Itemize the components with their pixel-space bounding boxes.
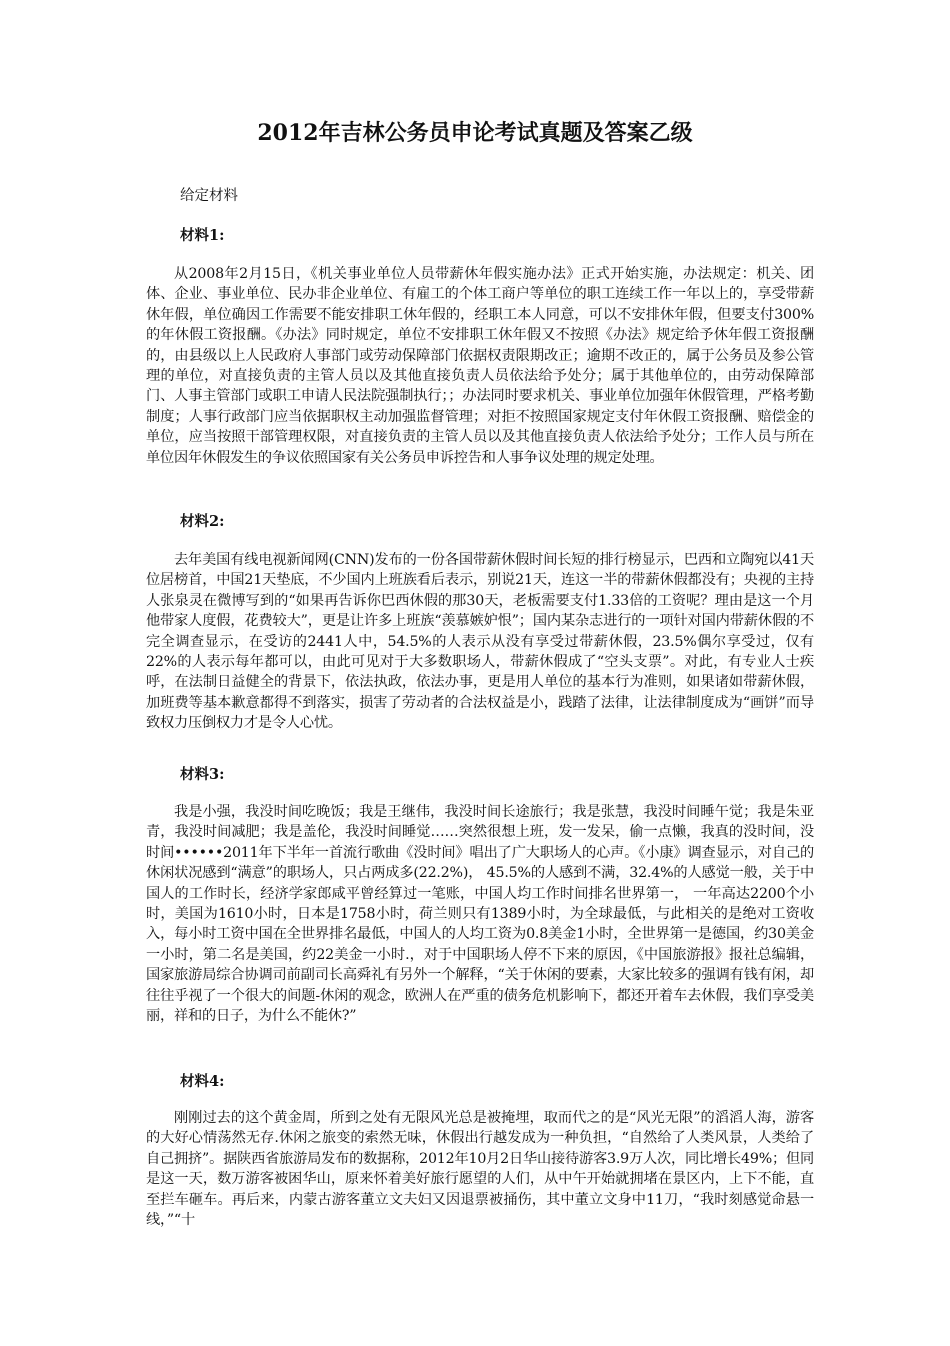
material-4-heading: 材料4:: [180, 1073, 225, 1090]
material-2-text: 去年美国有线电视新闻网(CNN)发布的一份各国带薪休假时间长短的排行榜显示，巴西和立陶宛以41天位居榜首，中国21天垫底，不少国内上班族看后表示，别说21天，连这一半的带薪休假都没有；央视的主持人张泉灵在微博写到的“如果再告诉你巴西休假的那30天，老板需要支付1.33倍的工资呢？理由是这一个月他带家人度假，花费较大”，更是让许多上班族“羡慕嫉妒恨”；国内某杂志进行的一项针对国内带薪休假的不完全调查显示，在受访的2441人中，54.5%的人表示从没有享受过带薪休假，23.5%偶尔享受过，仅有22%的人表示每年都可以，由此可见对于大多数职场人，带薪休假成了“空头支票”。对此，有专业人士疾呼，在法制日益健全的背景下，依法执政，依法办事，更是用人单位的基本行为准则，如果诸如带薪休假，加班费等基本歉意都得不到落实，损害了劳动者的合法权益是小，践踏了法律，让法律制度成为“画饼”而导致权力压倒权力才是令人心忧。: [146, 552, 814, 732]
material-2-heading: 材料2:: [180, 513, 225, 530]
material-1-text: 从2008年2月15日，《机关事业单位人员带薪休年假实施办法》正式开始实施，办法规定：机关、团体、企业、事业单位、民办非企业单位、有雇工的个体工商户等单位的职工连续工作一年以上的，享受带薪休年假，单位确因工作需要不能安排职工休年假的，经职工本人同意，可以不安排休年假，但要支付300%的年休假工资报酬。《办法》同时规定，单位不安排职工休年假又不按照《办法》规定给予休年假工资报酬的，由县级以上人民政府人事部门或劳动保障部门依据权责限期改正；逾期不改正的，属于公务员及参公管理的单位，对直接负责的主管人员以及其他直接负责人员依法给予处分；属于其他单位的，由劳动保障部门、人事主管部门或职工申请人民法院强制执行；；办法同时要求机关、事业单位加强年休假管理，严格考勤制度；人事行政部门应当依据职权主动加强监督管理；对拒不按照国家规定支付年休假工资报酬、赔偿金的单位，应当按照干部管理权限，对直接负责的主管人员以及其他直接负责人依法给予处分；工作人员与所在单位因年休假发生的争议依照国家有关公务员申诉控告和人事争议处理的规定处理。: [146, 266, 814, 466]
given-materials-label: 给定材料: [180, 188, 238, 204]
material-4-text: 刚刚过去的这个黄金周，所到之处有无限风光总是被掩埋，取而代之的是“风光无限”的滔滔人海，游客的大好心情荡然无存.休闲之旅变的索然无味，休假出行越发成为一种负担，“自然给了人类风景，人类给了自己拥挤”。据陕西省旅游局发布的数据称，2012年10月2日华山接待游客3.9万人次，同比增长49%；但同是这一天，数万游客被困华山，原来怀着美好旅行愿望的人们，从中午开始就拥堵在景区内，上下不能，直至拦车砸车。再后来，内蒙古游客董立文夫妇又因退票被捅伤，其中董立文身中11刀，“我时刻感觉命悬一线，”“十: [146, 1110, 814, 1229]
document-title: 2012年吉林公务员申论考试真题及答案乙级: [257, 120, 693, 146]
material-1-heading: 材料1:: [180, 227, 225, 244]
material-3-text: 我是小强，我没时间吃晚饭；我是王继伟，我没时间长途旅行；我是张慧，我没时间睡午觉；我是朱亚青，我没时间减肥；我是盖伦，我没时间睡觉……突然很想上班，发一发呆，偷一点懒，我真的没时间，没时间••••••2011年下半年一首流行歌曲《没时间》唱出了广大职场人的心声。《小康》调查显示，对自己的休闲状况感到“满意”的职场人，只占两成多(22.2%)， 45.5%的人感到不满，32.4%的人感觉一般，关于中国人的工作时长，经济学家郎咸平曾经算过一笔账，中国人均工作时间排名世界第一， 一年高达2200个小时，美国为1610小时，日本是1758小时，荷兰则只有1389小时，为全球最低，与此相关的是绝对工资收入，每小时工资中国在全世界排名最低，中国人的人均工资为0.8美金1小时，全世界第一是德国，约30美金一小时，第二名是美国，约22美金一小时.，对于中国职场人停不下来的原因，《中国旅游报》报社总编辑，国家旅游局综合协调司前副司长高舜礼有另外一个解释，“关于休闲的要素，大家比较多的强调有钱有闲，却往往乎视了一个很大的间题-休闲的观念，欧洲人在严重的债务危机影响下，都还开着车去休假，我们享受美丽，祥和的日子，为什么不能休?”: [146, 804, 814, 1025]
material-3-heading: 材料3:: [180, 766, 225, 783]
